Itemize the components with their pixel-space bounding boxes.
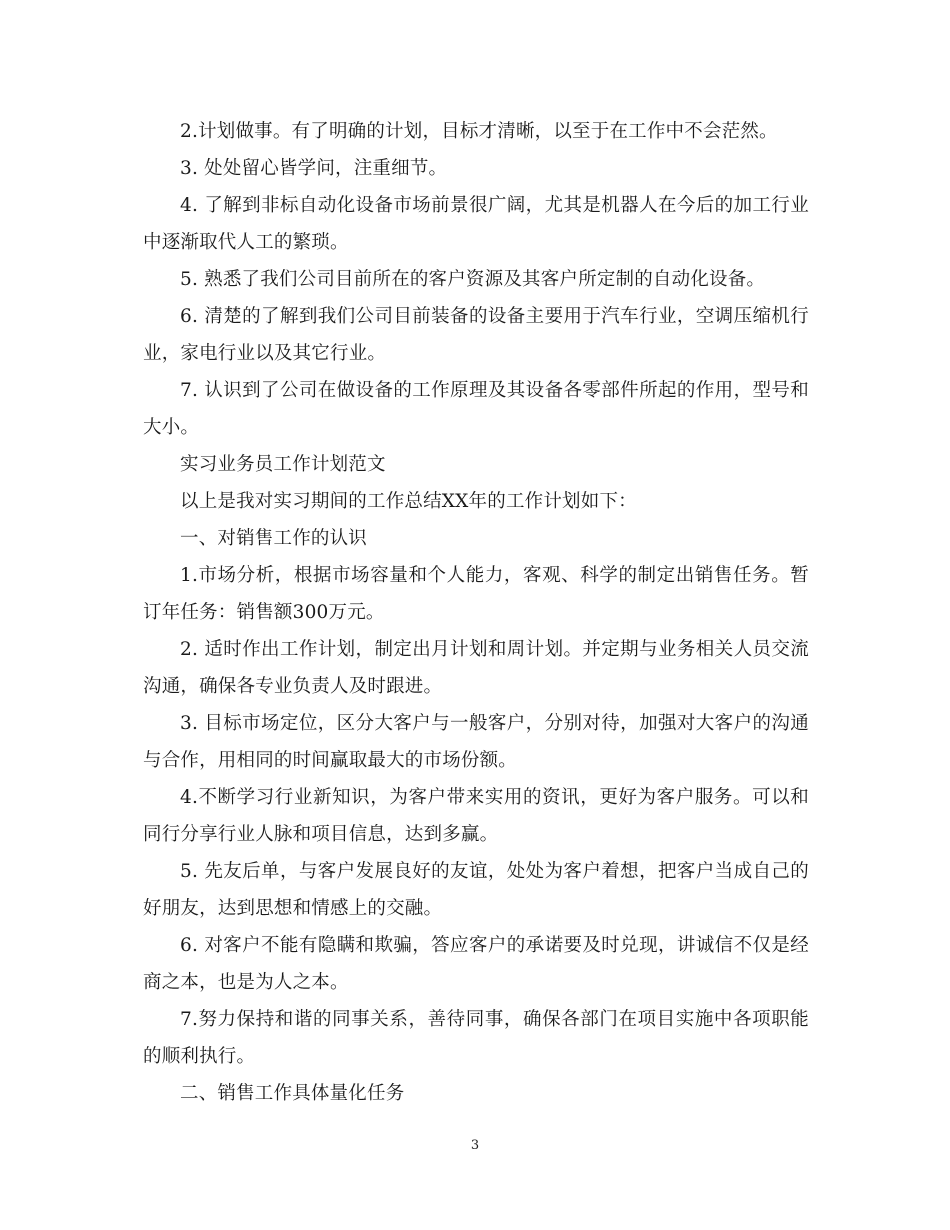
paragraph-work-schedule: 2. 适时作出工作计划，制定出月计划和周计划。并定期与业务相关人员交流沟通，确保各专业负责人及时跟进。 (143, 639, 809, 697)
paragraph-intro: 以上是我对实习期间的工作总结XX年的工作计划如下： (180, 491, 637, 512)
paragraph-colleague-relations: 7.努力保持和谐的同事关系，善待同事，确保各部门在项目实施中各项职能的顺利执行。 (143, 1009, 809, 1067)
paragraph-market-analysis: 1.市场分析，根据市场容量和个人能力，客观、科学的制定出销售任务。暂订年任务：销售额300万元。 (143, 565, 809, 623)
paragraph-honesty: 6. 对客户不能有隐瞒和欺骗，答应客户的承诺要及时兑现，讲诚信不仅是经商之本，也是为人之本。 (143, 935, 809, 993)
heading-sales-understanding: 一、对销售工作的认识 (180, 528, 368, 549)
paragraph-friendship-first: 5. 先友后单，与客户发展良好的友谊，处处为客户着想，把客户当成自己的好朋友，达到思想和情感上的交融。 (143, 861, 809, 919)
paragraph-continuous-learning: 4.不断学习行业新知识，为客户带来实用的资讯，更好为客户服务。可以和同行分享行业人脉和项目信息，达到多赢。 (143, 787, 809, 845)
document-body (143, 113, 809, 1112)
paragraph-equipment-industries: 6. 清楚的了解到我们公司目前装备的设备主要用于汽车行业，空调压缩机行业，家电行业以及其它行业。 (143, 306, 809, 364)
section-title: 实习业务员工作计划范文 (180, 454, 386, 475)
paragraph-working-principle: 7. 认识到了公司在做设备的工作原理及其设备各零部件所起的作用，型号和大小。 (143, 380, 809, 438)
paragraph-plan-work: 2.计划做事。有了明确的计划，目标才清晰，以至于在工作中不会茫然。 (180, 121, 778, 142)
paragraph-target-market: 3. 目标市场定位，区分大客户与一般客户，分别对待，加强对大客户的沟通与合作，用相同的时间赢取最大的市场份额。 (143, 713, 809, 771)
heading-quantified-tasks: 二、销售工作具体量化任务 (180, 1083, 405, 1104)
page-number: 3 (470, 1138, 480, 1153)
paragraph-market-prospect: 4. 了解到非标自动化设备市场前景很广阔，尤其是机器人在今后的加工行业中逐渐取代人工的繁琐。 (143, 195, 809, 253)
paragraph-attention-detail: 3. 处处留心皆学问，注重细节。 (180, 158, 448, 179)
paragraph-customer-resources: 5. 熟悉了我们公司目前所在的客户资源及其客户所定制的自动化设备。 (180, 269, 766, 290)
